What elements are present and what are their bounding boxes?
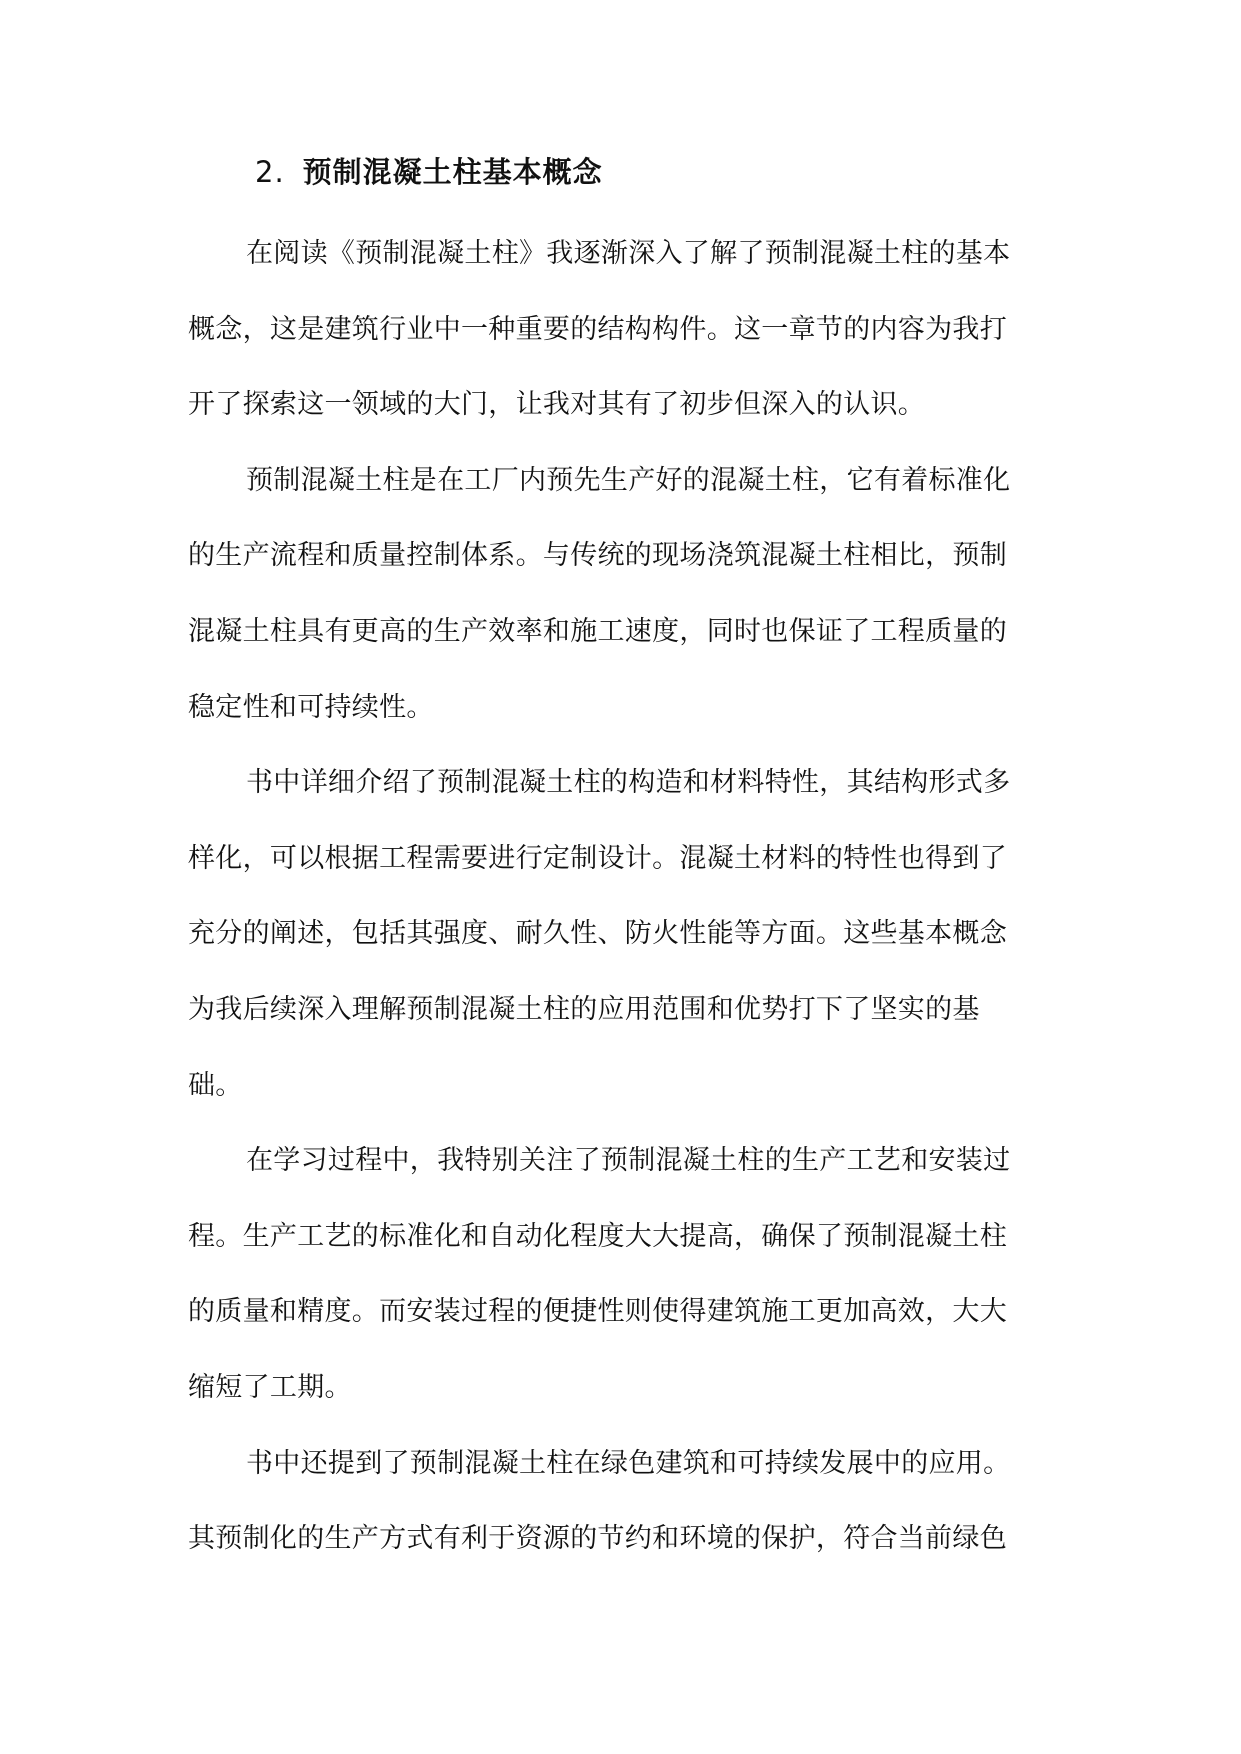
text-line: 开了探索这一领域的大门，让我对其有了初步但深入的认识。 bbox=[188, 389, 926, 421]
text-line: 书中详细介绍了预制混凝土柱的构造和材料特性，其结构形式多 bbox=[246, 767, 1011, 799]
text-line: 为我后续深入理解预制混凝土柱的应用范围和优势打下了坚实的基 bbox=[188, 993, 980, 1025]
section-number: 2. bbox=[255, 155, 285, 189]
text-line: 的质量和精度。而安装过程的便捷性则使得建筑施工更加高效，大大 bbox=[188, 1296, 1007, 1328]
section-title: 预制混凝土柱基本概念 bbox=[302, 155, 603, 189]
text-line: 样化，可以根据工程需要进行定制设计。混凝土材料的特性也得到了 bbox=[188, 842, 1007, 874]
text-line: 在阅读《预制混凝土柱》我逐渐深入了解了预制混凝土柱的基本 bbox=[246, 238, 1011, 269]
text-line: 在学习过程中，我特别关注了预制混凝土柱的生产工艺和安装过 bbox=[246, 1145, 1011, 1177]
text-line: 书中还提到了预制混凝土柱在绿色建筑和可持续发展中的应用。 bbox=[246, 1447, 1011, 1479]
text-line: 混凝土柱具有更高的生产效率和施工速度，同时也保证了工程质量的 bbox=[188, 615, 1007, 647]
text-line: 预制混凝土柱是在工厂内预先生产好的混凝土柱，它有着标准化 bbox=[246, 464, 1011, 496]
section-heading bbox=[255, 152, 603, 192]
body-text bbox=[188, 232, 1050, 1593]
text-line: 础。 bbox=[188, 1069, 243, 1101]
text-line: 充分的阐述，包括其强度、耐久性、防火性能等方面。这些基本概念 bbox=[188, 918, 1007, 950]
text-line: 缩短了工期。 bbox=[188, 1371, 352, 1403]
text-line: 程。生产工艺的标准化和自动化程度大大提高，确保了预制混凝土柱 bbox=[188, 1220, 1007, 1252]
text-line: 概念，这是建筑行业中一种重要的结构构件。这一章节的内容为我打 bbox=[188, 313, 1007, 345]
text-line: 稳定性和可持续性。 bbox=[188, 691, 434, 723]
text-line: 其预制化的生产方式有利于资源的节约和环境的保护，符合当前绿色 bbox=[188, 1523, 1007, 1555]
text-line: 的生产流程和质量控制体系。与传统的现场浇筑混凝土柱相比，预制 bbox=[188, 540, 1007, 572]
